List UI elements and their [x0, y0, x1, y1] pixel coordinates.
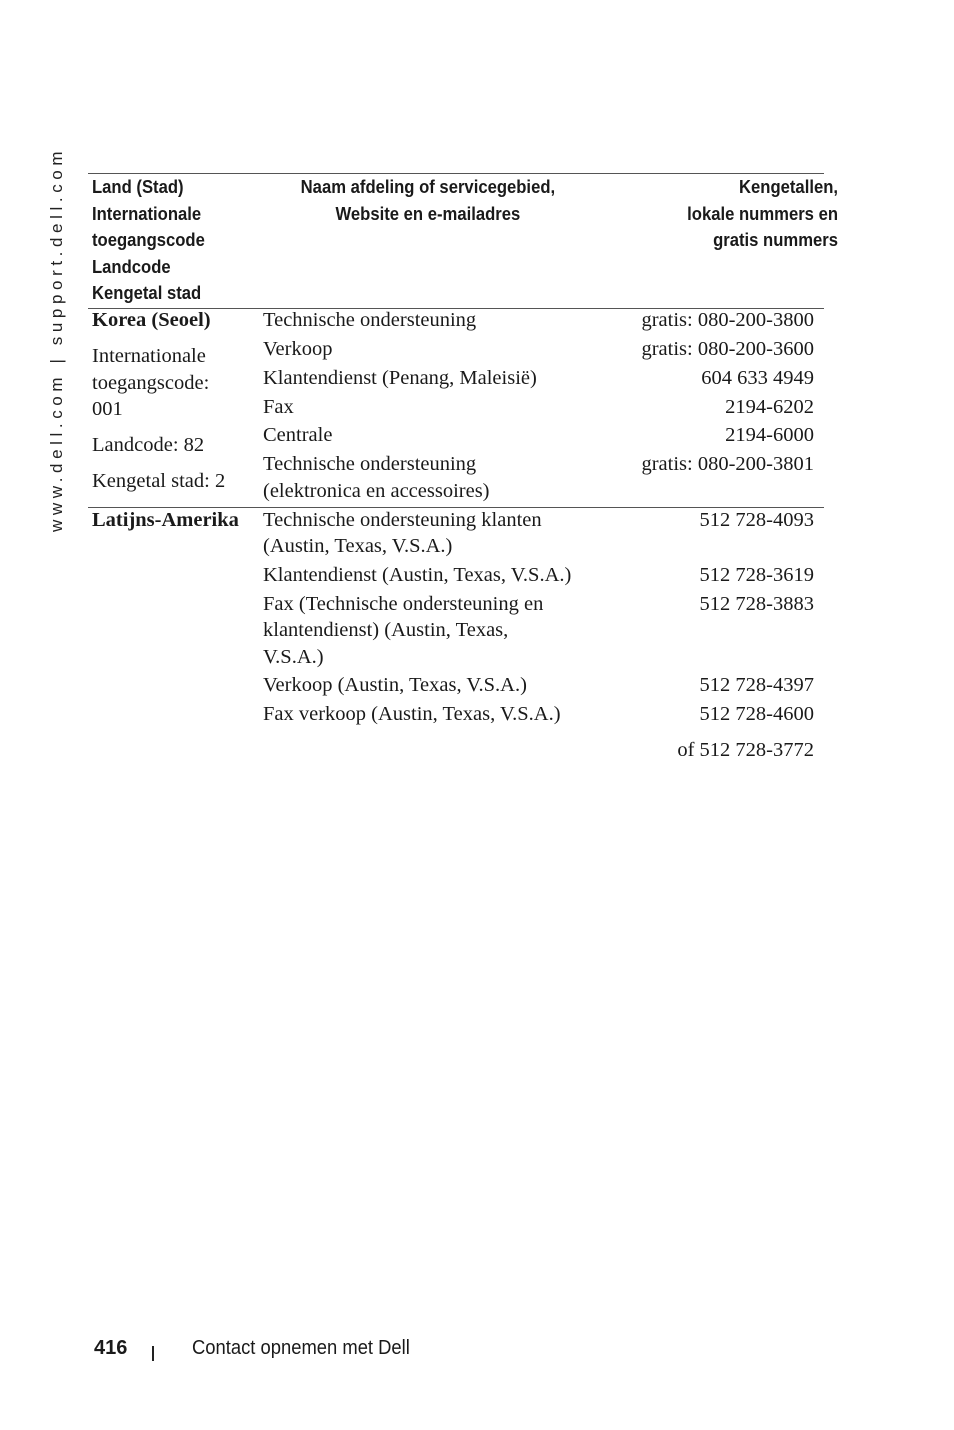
service-number: gratis: 080-200-3800 [641, 309, 814, 331]
header-line: Land (Stad) [92, 176, 184, 197]
service-name: Centrale [263, 424, 333, 446]
footer-divider [152, 1346, 154, 1361]
header-line: lokale nummers en [687, 202, 838, 224]
service-name-cont: klantendienst) (Austin, Texas, [263, 619, 509, 641]
header-line: Internationale [92, 202, 202, 224]
side-url: www.dell.com | support.dell.com [47, 146, 66, 532]
service-number: 512 728-3619 [699, 564, 814, 586]
page-number: 416 [94, 1337, 128, 1359]
service-number: 512 728-4600 [699, 703, 814, 725]
service-number: 512 728-4397 [699, 674, 814, 696]
service-name-cont: (Austin, Texas, V.S.A.) [263, 535, 453, 557]
header-line: Naam afdeling of servicegebied, [300, 176, 556, 197]
country-name: Latijns-Amerika [92, 509, 239, 531]
service-name: Verkoop (Austin, Texas, V.S.A.) [263, 674, 527, 696]
chapter-title: Contact opnemen met Dell [192, 1337, 410, 1359]
intl-code-label: Internationale [92, 345, 206, 367]
service-number: 2194-6202 [725, 396, 814, 418]
header-department-column [292, 174, 564, 227]
intl-code-value: 001 [92, 398, 123, 420]
header-line: Kengetallen, [739, 176, 838, 197]
service-name: Fax [263, 396, 294, 418]
intl-code-label: toegangscode: [92, 372, 210, 394]
header-line: toegangscode [92, 229, 205, 250]
service-number: 2194-6000 [725, 424, 814, 446]
service-number: 512 728-3883 [699, 593, 814, 615]
city-code: Kengetal stad: 2 [92, 470, 226, 492]
service-name: Verkoop [263, 338, 333, 360]
service-name: Klantendienst (Austin, Texas, V.S.A.) [263, 564, 572, 586]
service-name: Technische ondersteuning [263, 309, 477, 331]
service-number: gratis: 080-200-3801 [641, 453, 814, 475]
service-name-cont: (elektronica en accessoires) [263, 480, 490, 502]
header-numbers-column [660, 174, 838, 254]
service-number: gratis: 080-200-3600 [641, 338, 814, 360]
country-name: Korea (Seoel) [92, 309, 211, 331]
service-name: Fax (Technische ondersteuning en [263, 593, 544, 615]
service-name: Technische ondersteuning klanten [263, 509, 542, 531]
country-code: Landcode: 82 [92, 434, 205, 456]
header-line: gratis nummers [713, 229, 838, 250]
header-line: Website en e-mailadres [335, 202, 521, 224]
header-line: Kengetal stad [92, 282, 202, 303]
header-country-column [92, 174, 205, 307]
service-number: 604 633 4949 [701, 367, 814, 389]
service-name-cont: V.S.A.) [263, 646, 324, 668]
service-name: Fax verkoop (Austin, Texas, V.S.A.) [263, 703, 561, 725]
service-name: Klantendienst (Penang, Maleisië) [263, 367, 537, 389]
service-number-alt: of 512 728-3772 [677, 739, 814, 761]
header-line: Landcode [92, 255, 171, 277]
service-name: Technische ondersteuning [263, 453, 477, 475]
service-number: 512 728-4093 [699, 509, 814, 531]
